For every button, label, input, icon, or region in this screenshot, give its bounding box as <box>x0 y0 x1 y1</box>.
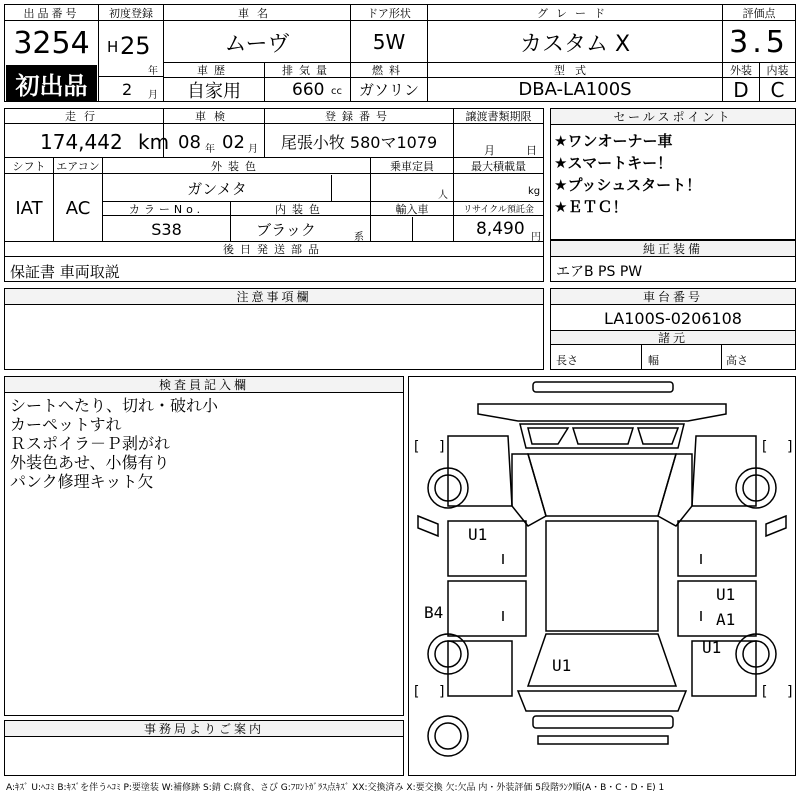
mileage-label: 走行 <box>5 109 163 124</box>
spec-length-label: 長さ <box>556 354 578 367</box>
displacement-unit: cc <box>331 86 342 97</box>
chassis-number: LA100S-0206108 <box>604 308 742 328</box>
fuel-label: 燃料 <box>351 63 427 78</box>
office-label: 事務局よりご案内 <box>5 721 403 737</box>
recycle-unit: 円 <box>531 232 541 243</box>
legend: A:ｷｽﾞ U:ﾍｺﾐ B:ｷｽﾞを伴うﾍｺﾐ P:要塗装 W:補修跡 S:錆 C:腐食、さび G:ﾌﾛﾝﾄｶﾞﾗｽ点ｷｽﾞ XX:交換済み X:要交換 欠:欠品 内・外装評価 5段階ﾗﾝｸ順(A・B・C・D・E) 1 <box>6 783 665 793</box>
model: DBA-LA100S <box>518 79 632 100</box>
score-label: 評価点 <box>723 5 795 21</box>
first-reg-label: 初度登録 <box>99 5 163 21</box>
ext-color: ガンメタ <box>187 179 247 198</box>
genuine-equipment-label: 純正装備 <box>551 241 795 257</box>
car-name: ムーヴ <box>224 31 290 57</box>
ac: AC <box>65 197 91 219</box>
lot-number: 3254 <box>13 25 90 61</box>
inspector-note: シートへたり、切れ・破れ小 <box>10 396 219 415</box>
fuel: ガソリン <box>358 81 419 99</box>
spec-height-label: 高さ <box>726 354 748 367</box>
displacement-label: 排気量 <box>265 63 350 78</box>
mileage-unit: km <box>138 130 170 154</box>
caution-label: 注意事項欄 <box>5 289 543 305</box>
int-color: ブラック <box>256 220 316 239</box>
car-name-label: 車名 <box>164 5 350 21</box>
capacity-unit: 人 <box>438 190 448 201</box>
transfer-day: 日 <box>526 144 537 157</box>
inspector-note: パンク修理キット欠 <box>10 472 154 491</box>
plate-number: 尾張小牧 580マ1079 <box>280 132 438 152</box>
load-label: 最大積載量 <box>454 158 543 174</box>
inspector-notes <box>10 396 218 491</box>
sales-point: ★ＥＴＣ！ <box>554 198 628 216</box>
svg-text:[: [ <box>412 684 421 700</box>
later-parts: 保証書 車両取説 <box>10 263 120 281</box>
ext-grade-label: 外装 <box>723 63 759 78</box>
svg-text:[: [ <box>760 684 769 700</box>
svg-text:]: ] <box>438 684 447 700</box>
history-label: 車歴 <box>164 63 264 78</box>
first-reg-year-unit: 年 <box>148 66 158 77</box>
damage-mark: U1 <box>552 656 572 675</box>
shift: IAT <box>15 197 43 219</box>
car-outline-diagram <box>408 376 796 776</box>
grade-label: グレード <box>428 5 722 21</box>
int-grade-label: 内装 <box>760 63 795 78</box>
sales-points-label: セールスポイント <box>551 109 795 125</box>
inspector-note: Ｒスポイラ－Ｐ剥がれ <box>10 434 171 453</box>
door-type: 5W <box>372 30 406 54</box>
sales-points-list <box>554 130 701 218</box>
damage-mark: A1 <box>716 610 736 629</box>
inspection-year: 08 <box>178 132 201 153</box>
svg-text:]: ] <box>786 439 795 455</box>
import-label: 輸入車 <box>371 202 453 216</box>
displacement: 660 <box>292 80 325 100</box>
first-listing-badge: 初出品 <box>6 65 97 101</box>
score: 3.5 <box>729 24 789 60</box>
damage-mark: U1 <box>716 585 736 604</box>
svg-text:]: ] <box>786 684 795 700</box>
history: 自家用 <box>187 80 241 101</box>
ac-label: エアコン <box>54 158 102 174</box>
capacity-label: 乗車定員 <box>371 158 453 174</box>
later-parts-label: 後日発送部品 <box>5 242 543 257</box>
int-color-label: 内装色 <box>231 202 370 216</box>
first-reg-month: 2 <box>122 80 133 99</box>
damage-mark: U1 <box>468 525 488 544</box>
inspection-month: 02 <box>222 132 245 153</box>
sales-point: ★プッシュスタート！ <box>554 176 702 194</box>
svg-text:[: [ <box>760 439 769 455</box>
inspection-label: 車検 <box>164 109 264 124</box>
transfer-label: 譲渡書類期限 <box>454 109 543 124</box>
inspection-year-unit: 年 <box>205 144 215 155</box>
specs-label: 諸元 <box>551 330 795 345</box>
door-label: ドア形状 <box>351 5 427 21</box>
ext-color-label: 外装色 <box>103 158 370 174</box>
era-label: H <box>107 38 119 56</box>
first-reg-month-unit: 月 <box>148 90 158 101</box>
svg-text:]: ] <box>438 439 447 455</box>
inspector-note: カーペットすれ <box>10 415 122 434</box>
transfer-month: 月 <box>484 144 495 157</box>
svg-text:[: [ <box>412 439 421 455</box>
lot-number-label: 出品番号 <box>5 5 98 21</box>
genuine-equipment: エアB PS PW <box>556 264 643 280</box>
color-no-label: カラーNo. <box>103 202 230 216</box>
inspection-month-unit: 月 <box>248 144 258 155</box>
model-label: 型式 <box>428 63 722 78</box>
int-grade: C <box>770 78 785 101</box>
plate-label: 登録番号 <box>265 109 453 124</box>
first-reg-year: 25 <box>120 32 151 60</box>
damage-mark: B4 <box>424 603 444 622</box>
inspector-label: 検査員記入欄 <box>5 377 403 393</box>
recycle-fee: 8,490 <box>476 219 525 239</box>
int-color-unit: 系 <box>354 232 364 243</box>
color-no: S38 <box>151 219 182 239</box>
inspector-note: 外装色あせ、小傷有り <box>10 453 170 472</box>
chassis-label: 車台番号 <box>551 289 795 305</box>
sales-point: ★ワンオーナー車 <box>554 132 673 150</box>
spec-width-label: 幅 <box>648 354 659 367</box>
ext-grade: D <box>733 78 749 101</box>
grade: カスタム X <box>519 31 631 57</box>
sales-point: ★スマートキー！ <box>554 154 673 172</box>
recycle-label: リサイクル預託金 <box>454 202 543 216</box>
shift-label: シフト <box>5 158 53 174</box>
damage-mark: U1 <box>702 638 722 657</box>
mileage: 174,442 <box>40 130 123 154</box>
load-unit: kg <box>528 186 541 197</box>
